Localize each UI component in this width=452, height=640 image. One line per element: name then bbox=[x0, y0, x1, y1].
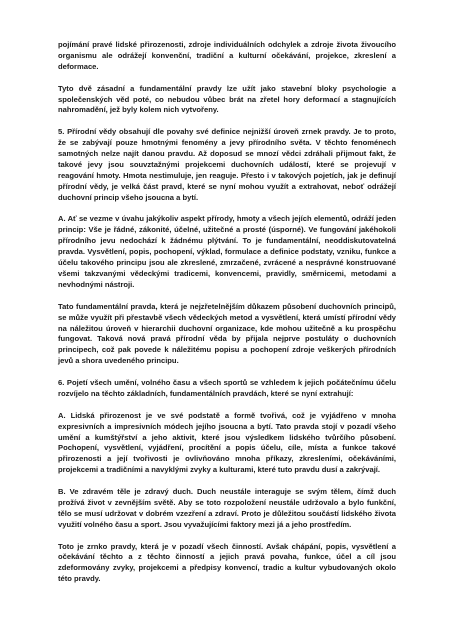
paragraph-1: pojímání pravé lidské přirozenosti, zdroje individuálních odchylek a zdroje života živoucího organismu ale odrážejí konvenční, tradiční a kulturní očekávání, projekce, zkreslení a deformace. bbox=[58, 40, 396, 71]
paragraph-7: A. Lidská přirozenost je ve své podstatě a formě tvořivá, což je vyjádřeno v mnoha expresivních a impresivních módech jejího jsoucna a bytí. Tato pravda stojí v pozadí všeho umění a kumštýřství a jeho aktivit, které jsou výsledkem lidského tvůrčího působení. Pochopení, vysvětlení, vyjádření, procítění a popis účelu, cíle, místa a funkce takové přirozenosti a její tvořivosti je ovlivňováno mnoha příkazy, zkresleními, očekáváními, projekcemi a tradičními a navyklými zvyky a kulturami, které tuto pravdu dusí a zakrývají. bbox=[58, 410, 396, 475]
paragraph-5: Tato fundamentální pravda, která je nejzřetelnějším důkazem působení duchovních principů, se může využít při přestavbě všech vědeckých metod a vysvětlení, která umístí přírodní vědy na náležitou úroveň v hierarchii duchovní organizace, kde mohou užitečně a ku prospěchu fungovat. Taková nová pravá přírodní věda by přijala nejprve postuláty o duchovních principech, což pak povede k náležitému popisu a pochopení zdroje veškerých přírodních jevů a shora uvedeného principu. bbox=[58, 301, 396, 366]
paragraph-3: 5. Přírodní vědy obsahují dle povahy své definice nejnižší úroveň zrnek pravdy. Je to proto, že se zabývají pouze hmotnými fenomény a jevy přírodního světa. V těchto fenoménech samotných nelze najít danou pravdu. Až doposud se mnozí vědci zdráhali přijmout fakt, že takové jevy jsou souvztažnými projekcemi duchovních událostí, které se projevují v reagování hmoty. Hmota nestimuluje, jen reaguje. Přesto i v takových pojetích, jak je definují přírodní vědy, je velká část pravd, které se nyní mohou využít a extrahovat, neboť odrážejí duchovní princip všeho jsoucna a bytí. bbox=[58, 127, 396, 202]
paragraph-8: B. Ve zdravém těle je zdravý duch. Duch neustále interaguje se svým tělem, čímž duch prožívá život v zevnějším světě. Aby se toto rozpoložení neustále udržovalo a bylo funkční, tělo se musí udržovat v dobrém vzezření a zdraví. Proto je důležitou součástí lidského života využití volného času a sport. Jsou vyvažujícími faktory mezi já a jeho prostředím. bbox=[58, 487, 396, 529]
document-page bbox=[58, 40, 396, 596]
paragraph-4: A. Ať se vezme v úvahu jakýkoliv aspekt přírody, hmoty a všech jejích elementů, odráží jeden princip: Vše je řádné, zákonité, účelné, užitečné a prosté (úsporné). Ve fungování jakéhokoli přírodního jevu nedochází k žádnému plýtvání. To je fundamentální, neoddiskutovatelná pravda. Vysvětlení, popis, pochopení, výklad, formulace a definice podstaty, vzniku, funkce a účelu takového principu jsou ale zkreslené, zmrzačené, zvrácené a nesprávné konstruované všemi takzvanými vědeckými tradicemi, konvencemi, pravidly, směrnicemi, metodami a nevhodnými nástroji. bbox=[58, 214, 396, 289]
paragraph-9: Toto je zrnko pravdy, která je v pozadí všech činností. Avšak chápání, popis, vysvětlení a očekávání těchto a z těchto činností a jejich pravá povaha, funkce, účel a cíl jsou zdeformovány zvyky, projekcemi a předpisy konvencí, tradic a kultur vybudovaných okolo této pravdy. bbox=[58, 541, 396, 584]
paragraph-2: Tyto dvě zásadní a fundamentální pravdy lze užít jako stavební bloky psychologie a společenských věd poté, co nebudou vůbec brát na zřetel hory deformací a stagnujících nahromadění, jež byly kolem nich vytvořeny. bbox=[58, 83, 396, 115]
paragraph-6: 6. Pojetí všech umění, volného času a všech sportů se vzhledem k jejich počátečnímu účelu rozvíjelo na těchto základních, fundamentálních pravdách, které se nyní extrahují: bbox=[58, 378, 396, 398]
